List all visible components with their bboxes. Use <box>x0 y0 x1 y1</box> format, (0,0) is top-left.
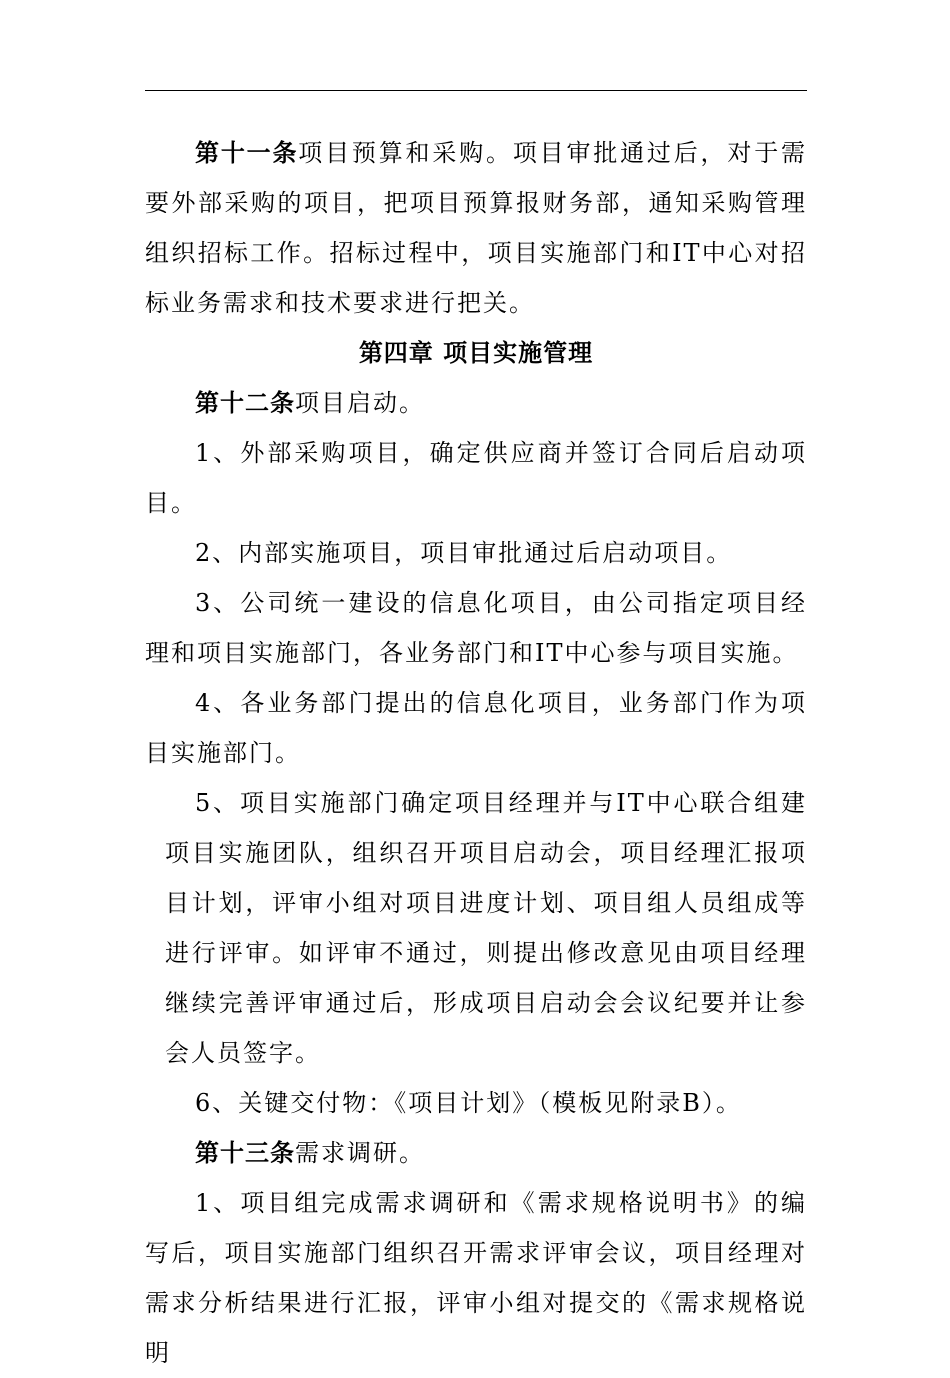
header-rule <box>145 90 807 91</box>
article-13-text: 需求调研。 <box>295 1139 425 1167</box>
document-body <box>145 128 807 1378</box>
article-12-item-3: 3、公司统一建设的信息化项目，由公司指定项目经理和项目实施部门，各业务部门和IT中心参与项目实施。 <box>145 589 807 667</box>
article-13-item-1: 1、项目组完成需求调研和《需求规格说明书》的编写后，项目实施部门组织召开需求评审会议，项目经理对需求分析结果进行汇报，评审小组对提交的《需求规格说明 <box>145 1189 807 1367</box>
article-12-text: 项目启动。 <box>295 389 425 417</box>
article-12-paragraph <box>145 378 807 428</box>
article-12-item-4: 4、各业务部门提出的信息化项目，业务部门作为项目实施部门。 <box>145 689 807 767</box>
article-11-paragraph <box>145 128 807 328</box>
article-12-item-5: 5、项目实施部门确定项目经理并与IT中心联合组建项目实施团队，组织召开项目启动会，项目经理汇报项目计划，评审小组对项目进度计划、项目组人员组成等进行评审。如评审不通过，则提出修改意见由项目经理继续完善评审通过后，形成项目启动会会议纪要并让参会人员签字。 <box>165 789 807 1067</box>
article-12-item-2: 2、内部实施项目，项目审批通过后启动项目。 <box>195 539 733 567</box>
article-12-item-1: 1、外部采购项目，确定供应商并签订合同后启动项目。 <box>145 439 807 517</box>
article-12-item-6: 6、关键交付物：《项目计划》（模板见附录B）。 <box>195 1089 742 1117</box>
article-11-text: 项目预算和采购。项目审批通过后，对于需要外部采购的项目，把项目预算报财务部，通知采购管理组织招标工作。招标过程中，项目实施部门和IT中心对招标业务需求和技术要求进行把关。 <box>145 139 808 317</box>
article-13-paragraph <box>145 1128 807 1178</box>
article-12-head: 第十二条 <box>195 389 295 417</box>
article-13-head: 第十三条 <box>195 1139 295 1167</box>
chapter-4-title: 第四章 项目实施管理 <box>358 339 594 367</box>
article-11-head: 第十一条 <box>195 139 299 167</box>
